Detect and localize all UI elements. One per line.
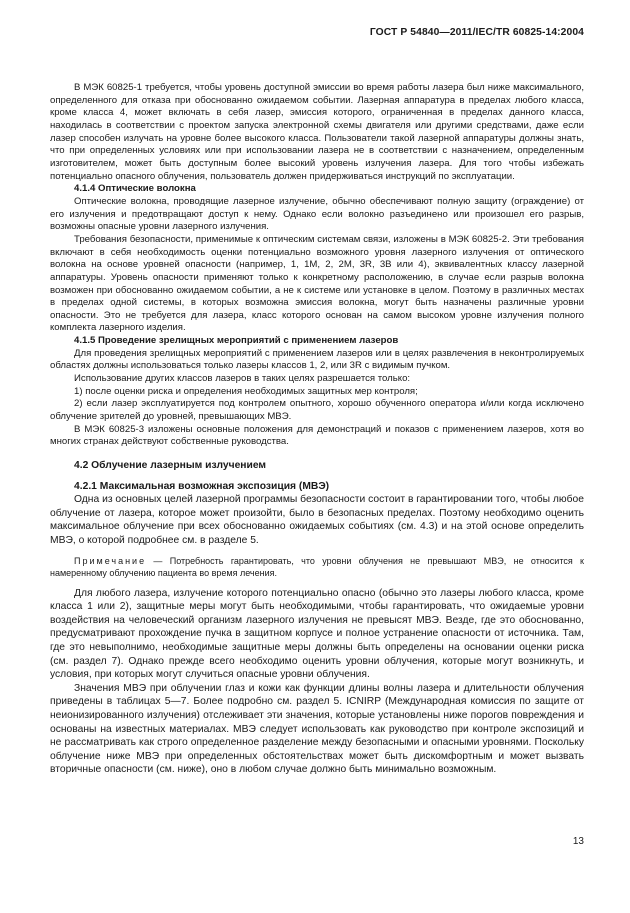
document-body (50, 82, 584, 777)
list-item: 1) после оценки риска и определения необходимых защитных мер контроля; (74, 385, 418, 397)
paragraph: Одна из основных целей лазерной программы безопасности состоит в гарантировании того, чтобы любое облучение от лазера, которое может произойти, было в безопасных пределах. Поэтому необходимо оценить максимальное облучение при всех обоснованно ожидаемых событиях (см. 4.3) и на этой основе определить МВЭ, о которой подробнее см. в разделе 5. (50, 494, 584, 546)
subsection-heading: 4.2.1 Максимальная возможная экспозиция (МВЭ) (74, 480, 330, 492)
paragraph: Значения МВЭ при облучении глаз и кожи как функции длины волны лазера и длительности облучения приведены в таблицах 5—7. Более подробно см. раздел 5. ICNIRP (Международная комиссия по защите от неионизированного излучения) отслеживает эти значения, которые установлены ниже порогов повреждения и основаны на известных материалах. МВЭ следует использовать как руководство при контроле экспозиций и не рассматривать как строго определенное разделение между безопасными и опасными уровнями. Поскольку облучение ниже МВЭ при определенных обстоятельствах может быть дискомфортным и может вызвать вторичные опасности (см. ниже), оно в любом случае должно быть минимально возможным. (50, 682, 584, 776)
subsection-heading: 4.1.4 Оптические волокна (74, 183, 196, 195)
list-item: 2) если лазер эксплуатируется под контролем опытного, хорошо обученного оператора и/или когда исключено облучение зрителей до уровней, превышающих МВЭ. (50, 398, 584, 423)
document-header: ГОСТ Р 54840—2011/IEC/TR 60825-14:2004 (369, 27, 584, 38)
subsection-heading: 4.1.5 Проведение зрелищных мероприятий с применением лазеров (74, 335, 399, 347)
note (50, 555, 584, 580)
page-number: 13 (572, 836, 584, 847)
note-label: Примечание (74, 555, 147, 566)
paragraph: Для любого лазера, излучение которого потенциально опасно (обычно это лазеры любого класса, кроме класса 1 или 2), защитные меры могут быть необходимыми, чтобы гарантировать, что ожидаемые уровни воздействия на человеческий организм лазерного излучения не превысят МВЭ. Везде, где это обоснованно, предусматривают прохождение пучка в защитном корпусе и полное устранение опасности от источника. Там, где это невыполнимо, необходимые защитные меры должны быть определены на основании оценки риска (см. раздел 7). Однако прежде всего необходимо оценить уровни облучения, которые могут возникнуть, и условия, при которых могут случиться опасные уровни облучения. (50, 587, 584, 681)
paragraph: Оптические волокна, проводящие лазерное излучение, обычно обеспечивают полную защиту (ограждение) от его излучения и предотвращают доступ к нему. Однако если волокно разъединено или произошел его разрыв, возможны опасные уровни лазерного излучения. (50, 195, 584, 233)
paragraph: Использование других классов лазеров в таких целях разрешается только: (74, 373, 411, 385)
section-heading: 4.2 Облучение лазерным излучением (74, 460, 267, 472)
paragraph: В МЭК 60825-3 изложены основные положения для демонстраций и показов с применением лазеров, хотя во многих странах действуют собственные руководства. (50, 423, 584, 448)
paragraph: В МЭК 60825-1 требуется, чтобы уровень доступной эмиссии во время работы лазера был ниже максимального, определенного для отказа при обоснованно ожидаемом событии. Лазерная аппаратура в пределах любого класса, кроме класса 4, может включать в себя лазер, эмиссия которого, ограниченная в пределах данного класса, находилась в соответствии с проектом запуска электронной схемы двигателя или другими средствами, даже если лазер способен излучать на уровне более высокого класса. Пользователи такой лазерной аппаратуры должны знать, что при определенных условиях или при использовании лазера не в соответствии с назначением, определенным изготовителем, может быть доступным более высокий уровень излучения лазера. Для того чтобы избежать потенциально опасного облучения, пользователь должен придерживаться инструкций по эксплуатации. (50, 82, 584, 182)
paragraph: Для проведения зрелищных мероприятий с применением лазеров или в целях развлечения в неконтролируемых областях должны использоваться только лазеры классов 1, 2, или 3R с видимым пучком. (50, 347, 584, 372)
paragraph: Требования безопасности, применимые к оптическим системам связи, изложены в МЭК 60825-2. Эти требования включают в себя необходимость оценки потенциально возможного уровня лазерного излучения от оптического волокна на основе уровней опасности (например, 1, 1М, 2, 2М, 3R, 3В или 4), эквивалентных классу лазерной аппаратуры. Уровень опасности применяют только к конкретному расположению, в случае если разрыв волокна возможен при обоснованно ожидаемом событии, а не к системе или установке в целом. Поэтому в различных местах в пределах одной системы, в которых возможна эмиссия волокна, могут быть назначены различные уровни опасности. Это не требуется для лазера, класс которого основан на самом высоком уровне излучения полного комплекта лазерного изделия. (50, 233, 584, 334)
section-4-2 (50, 459, 584, 777)
note-text: — Потребность гарантировать, что уровни облучения не превышают МВЭ, не относится к намеренному облучению пациента во время лечения. (50, 555, 584, 579)
